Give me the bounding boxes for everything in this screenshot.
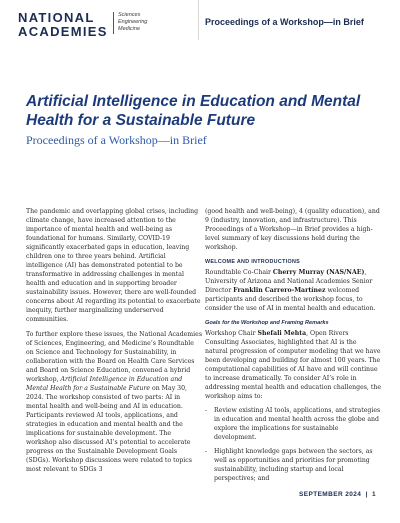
bullet-dash: -	[205, 448, 208, 455]
page-header	[0, 0, 400, 40]
document-subtitle: Proceedings of a Workshop—in Brief	[26, 133, 207, 147]
speaker-name-murray: Cherry Murray (NAS/NAE)	[272, 269, 365, 276]
publication-type-label: Proceedings of a Workshop—in Brief	[205, 17, 364, 27]
list-item-text: Highlight knowledge gaps between the sectors, as well as opportunities and priorities for promoting sustainability, including startup and local perspectives; and	[214, 448, 373, 482]
welcome-text-b: , University of Arizona and National Academies Senior Director	[205, 269, 373, 294]
list-item-text: Review existing AI tools, applications, and strategies in education and mental health across the globe and explore the implications for sustainable development.	[214, 407, 381, 441]
goals-list	[205, 406, 381, 483]
logo-sub-engineering: Engineering	[118, 19, 148, 25]
goals-text-b: , Open Rivers Consulting Associates, highlighted that AI is the natural progression of computer modeling that we have been developing and building for almost 100 years. The computational capabilities of AI have and will continue to increase dramatically. To consider AI’s role in addressing mental health and education challenges, the workshop aims to:	[205, 330, 381, 400]
footer-separator: |	[365, 491, 368, 498]
welcome-text-a: Roundtable Co-Chair	[205, 269, 273, 276]
welcome-text-c: welcomed participants and described the workshop focus, to consider the use of AI in mental health and education.	[205, 287, 376, 312]
logo-sub-medicine: Medicine	[118, 26, 141, 32]
footer-date: SEPTEMBER 2024	[299, 491, 362, 498]
workshop-text-b: on May 30, 2024. The workshop consisted of two parts: AI in mental health and well-being and AI in education. Participants reviewed AI tools, applications, and strategies in education and mental health and the implications for sustainable development. The workshop also discussed AI’s potential to accelerate progress on the Sustainable Development Goals (SDGs). Workshop discussions were related to topics most relevant to SDGs 3	[26, 385, 192, 473]
goals-text-a: Workshop Chair	[205, 330, 258, 337]
list-item	[205, 406, 381, 442]
logo-wordmark-line1: NATIONAL	[18, 10, 95, 25]
section-heading-goals: Goals for the Workshop and Framing Remarks	[205, 320, 329, 326]
right-column	[205, 207, 381, 488]
document-title: Artificial Intelligence in Education and Mental Health for a Sustainable Future	[26, 93, 361, 129]
summary-paragraph: (good health and well-being), 4 (quality education), and 9 (industry, innovation, and infrastructure). This Proceedings of a Workshop—in Brief provides a high-level summary of key discussions held during the workshop.	[205, 208, 380, 251]
section-heading-welcome: WELCOME AND INTRODUCTIONS	[205, 259, 301, 265]
logo-wordmark-line2: ACADEMIES	[18, 24, 108, 39]
national-academies-logo	[18, 11, 108, 39]
title-block	[26, 92, 386, 148]
workshop-paragraph	[26, 330, 202, 474]
workshop-title-italic: Artificial Intelligence in Education and Mental Health for a Sustainable Future	[26, 376, 183, 392]
welcome-paragraph	[205, 268, 381, 313]
logo-divider	[113, 12, 114, 34]
list-item	[205, 447, 381, 483]
bullet-dash: -	[205, 407, 208, 414]
speaker-name-mehta: Shefali Mehta	[257, 330, 307, 337]
page-number: 1	[371, 491, 376, 498]
intro-paragraph: The pandemic and overlapping global crises, including climate change, have increased attention to the importance of mental health and well-being as foundational for humans. Similarly, COVID-19 significantly exacerbated gaps in education, leaving children one to three years behind. Artificial intelligence (AI) has demonstrated potential to be transformative in addressing challenges in mental health and education and in supporting broader sustainability issues. However, there are well-founded concerns about AI regarding its potential to exacerbate inequity, further marginalizing underserved communities.	[26, 208, 201, 323]
header-divider	[198, 0, 199, 40]
speaker-name-carrero: Franklin Carrero-Martínez	[233, 287, 326, 294]
logo-sub-sciences: Sciences	[118, 12, 141, 18]
logo-subtitle	[118, 12, 147, 33]
page-footer	[299, 491, 376, 498]
left-column	[26, 207, 202, 480]
goals-paragraph	[205, 329, 381, 401]
workshop-text-a: To further explore these issues, the National Academies of Sciences, Engineering, and Medicine’s Roundtable on Science and Technology for Sustainability, in collaboration with the Board on Health Care Services and Board on Science Education, convened a hybrid workshop,	[26, 331, 202, 383]
